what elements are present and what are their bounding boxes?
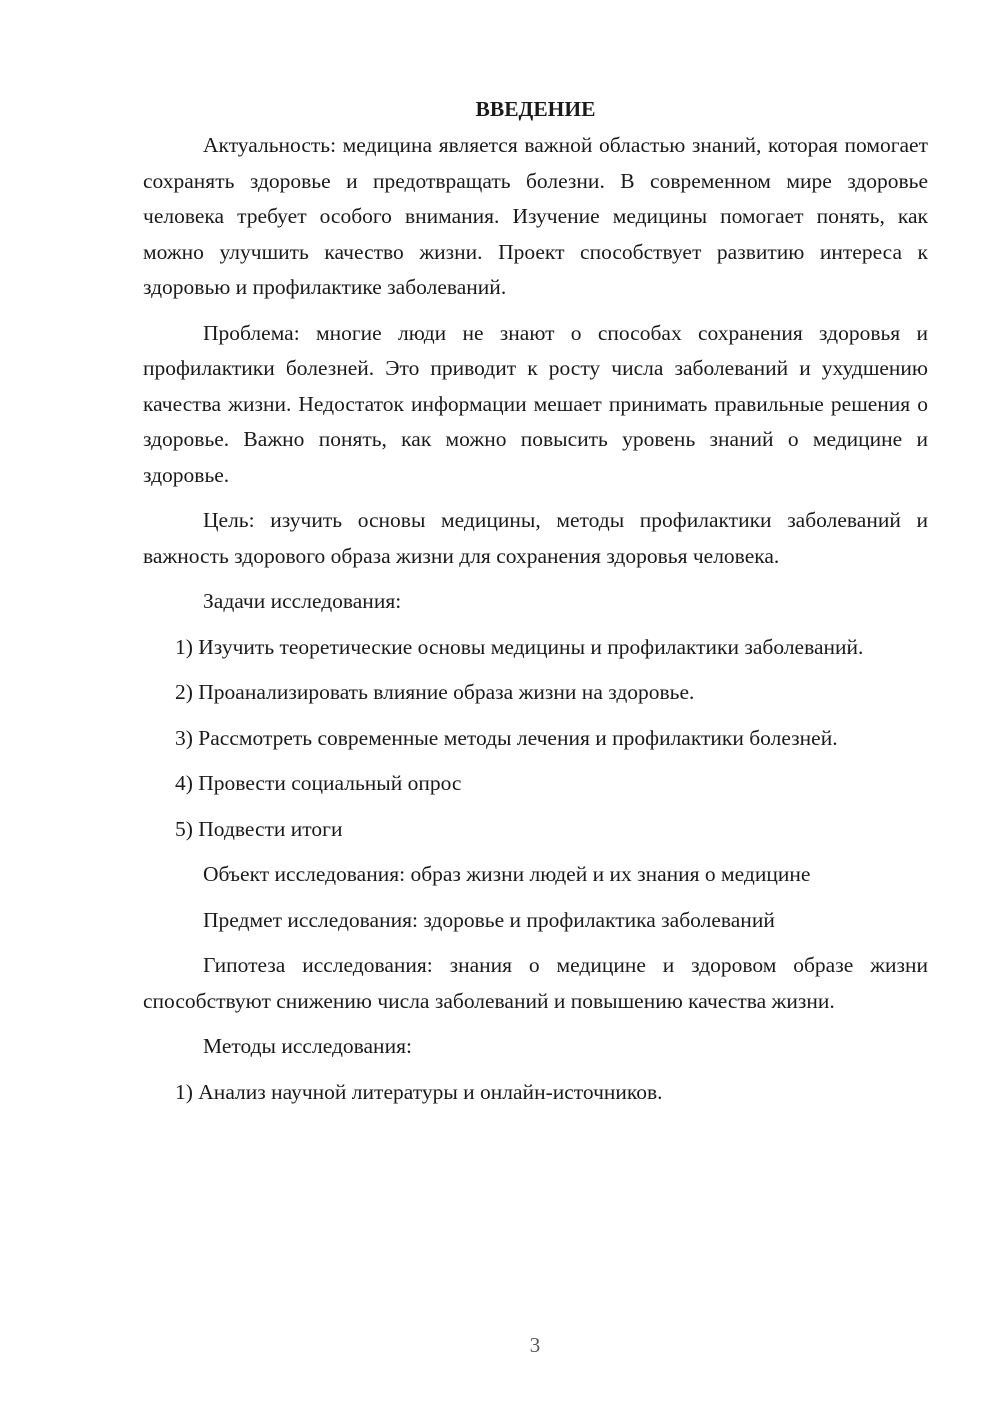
page-number: 3 <box>529 1333 541 1357</box>
research-subject: Предмет исследования: здоровье и профилактика заболеваний <box>203 907 775 932</box>
paragraph-relevance: Актуальность: медицина является важной областью знаний, которая помогает сохранять здоровье и предотвращать болезни. В современном мире здоровье человека требует особого внимания. Изучение медицины помогает понять, как можно улучшить качество жизни. Проект способствует развитию интереса к здоровью и профилактике заболеваний. <box>143 133 928 299</box>
task-item: 3) Рассмотреть современные методы лечения и профилактики болезней. <box>175 725 838 750</box>
task-item: 1) Изучить теоретические основы медицины и профилактики заболеваний. <box>175 634 864 659</box>
tasks-heading: Задачи исследования: <box>203 589 402 613</box>
paragraph-goal: Цель: изучить основы медицины, методы профилактики заболеваний и важность здорового образа жизни для сохранения здоровья человека. <box>143 508 928 568</box>
document-page <box>143 92 928 1120</box>
methods-heading: Методы исследования: <box>203 1034 412 1058</box>
task-item: 4) Провести социальный опрос <box>175 771 462 795</box>
paragraph-problem: Проблема: многие люди не знают о способах сохранения здоровья и профилактики болезней. Это приводит к росту числа заболеваний и ухудшению качества жизни. Недостаток информации мешает принимать правильные решения о здоровье. Важно понять, как можно повысить уровень знаний о медицине и здоровье. <box>143 320 928 487</box>
task-item: 2) Проанализировать влияние образа жизни на здоровье. <box>175 680 695 704</box>
research-hypothesis: Гипотеза исследования: знания о медицине и здоровом образе жизни способствуют снижению числа заболеваний и повышению качества жизни. <box>143 953 928 1013</box>
document-title: ВВЕДЕНИЕ <box>475 97 596 121</box>
method-item: 1) Анализ научной литературы и онлайн-источников. <box>175 1079 663 1104</box>
research-object: Объект исследования: образ жизни людей и их знания о медицине <box>203 862 811 886</box>
task-item: 5) Подвести итоги <box>175 816 343 841</box>
